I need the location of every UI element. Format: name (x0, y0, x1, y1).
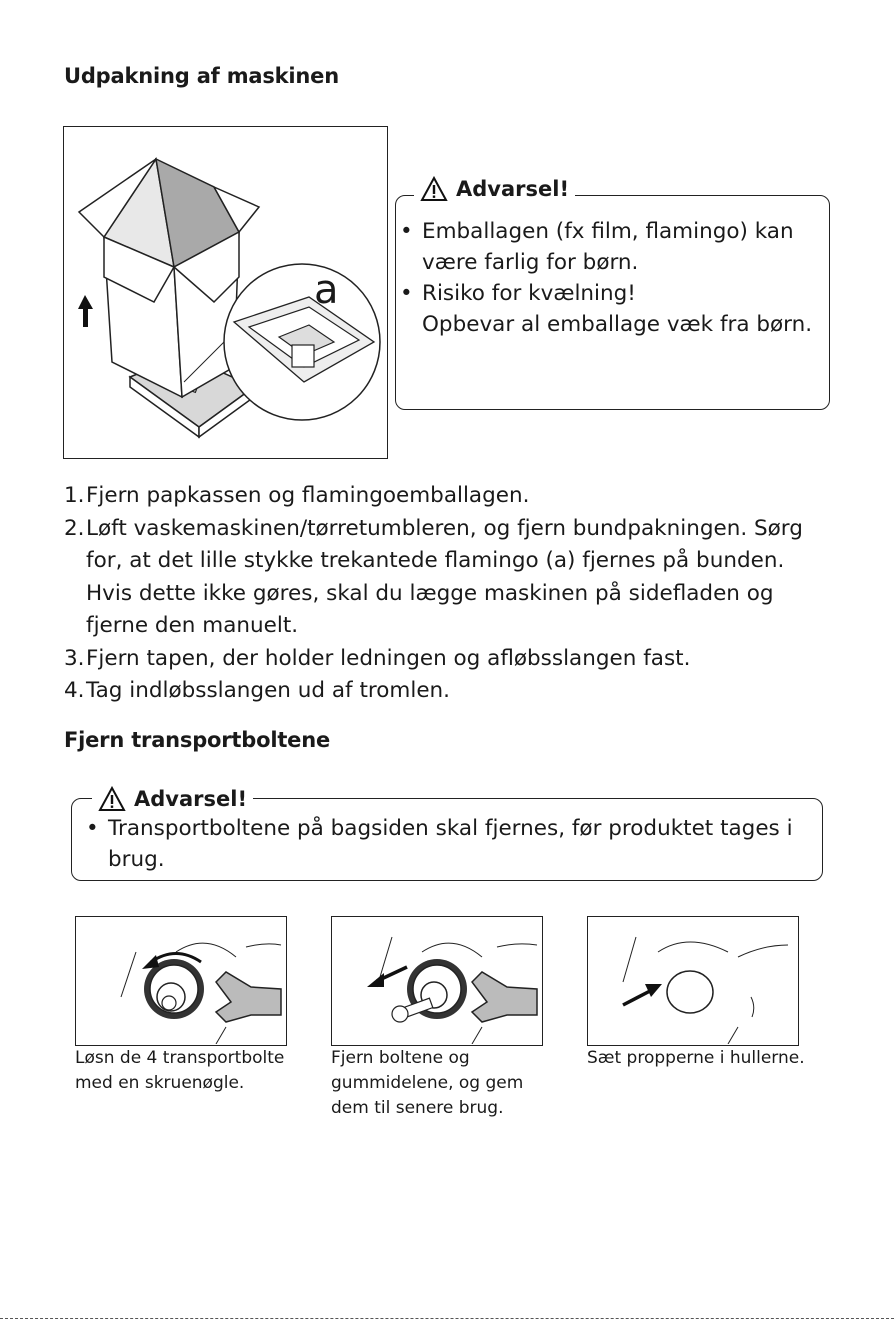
caption-remove-bolts (331, 1046, 561, 1121)
warning-bullets (86, 813, 816, 875)
step-text: Fjern papkassen og flamingoemballagen. (86, 483, 530, 508)
bullet-line: brug. (108, 847, 165, 872)
step-text: fjerne den manuelt. (86, 613, 299, 638)
step-text: Løft vaskemaskinen/tørretumbleren, og fjern bundpakningen. Sørg (86, 515, 803, 541)
unpacking-steps (64, 480, 884, 708)
caption-line: gummidelene, og gem (331, 1073, 524, 1093)
unpacking-illustration (63, 126, 388, 459)
figure-remove-bolts (331, 916, 543, 1046)
warning-triangle-icon (420, 176, 448, 202)
insert-plug-drawing (588, 917, 797, 1044)
step-text: for, at det lille stykke trekantede flamingo (a) fjernes på bunden. (86, 548, 785, 573)
section-title-unpacking: Udpakning af maskinen (64, 64, 339, 88)
step-text: Tag indløbsslangen ud af tromlen. (86, 678, 451, 703)
step-2 (64, 513, 884, 643)
plug-icon (667, 971, 713, 1013)
caption-insert-plugs (587, 1046, 827, 1071)
bullet-line: være farlig for børn. (422, 250, 639, 275)
step-text: Hvis dette ikke gøres, skal du lægge maskinen på sidefladen og (86, 580, 774, 606)
caption-line: med en skruenøgle. (75, 1073, 245, 1093)
section-title-transport-bolts: Fjern transportboltene (64, 728, 331, 752)
caption-line: Sæt propperne i hullerne. (587, 1048, 805, 1068)
callout-letter-a: a (314, 267, 339, 313)
caption-line: Fjern boltene og (331, 1048, 470, 1068)
caption-line: Løsn de 4 transportbolte (75, 1048, 285, 1068)
figure-insert-plugs (587, 916, 799, 1046)
figure-loosen-bolts (75, 916, 287, 1046)
warning-bullet: • Transportboltene på bagsiden skal fjernes, før produktet tages i brug. (86, 813, 816, 875)
up-arrow-icon (78, 295, 93, 327)
page-trim-line (0, 1318, 894, 1319)
warning-title (414, 176, 575, 202)
caption-line: dem til senere brug. (331, 1098, 504, 1118)
step-number: 3. (64, 645, 85, 671)
caption-loosen-bolts (75, 1046, 295, 1096)
bullet-line: Transportboltene på bagsiden skal fjernes, før produktet tages i (108, 816, 793, 841)
remove-bolt-drawing (332, 917, 541, 1044)
step-number: 4. (64, 678, 85, 703)
warning-title (92, 786, 253, 812)
bullet-line: Risiko for kvælning! (422, 281, 636, 306)
loosen-bolt-drawing (76, 917, 285, 1044)
warning-title-text: Advarsel! (456, 177, 570, 201)
warning-bullets (400, 216, 825, 340)
bullet-line: Emballagen (fx film, flamingo) kan (422, 219, 794, 244)
warning-bullet: • Emballagen (fx film, flamingo) kan være farlig for børn. (400, 216, 825, 278)
step-4 (64, 675, 884, 708)
step-text: Fjern tapen, der holder ledningen og afløbsslangen fast. (86, 645, 691, 671)
warning-title-text: Advarsel! (134, 787, 248, 811)
insert-arrow-icon (623, 991, 650, 1005)
step-number: 2. (64, 515, 85, 541)
step-number: 1. (64, 483, 85, 508)
warning-bullet: • Risiko for kvælning! Opbevar al emballage væk fra børn. (400, 278, 825, 340)
step-3 (64, 643, 884, 676)
bullet-line: Opbevar al emballage væk fra børn. (422, 312, 813, 337)
step-1 (64, 480, 884, 513)
warning-triangle-icon (98, 786, 126, 812)
